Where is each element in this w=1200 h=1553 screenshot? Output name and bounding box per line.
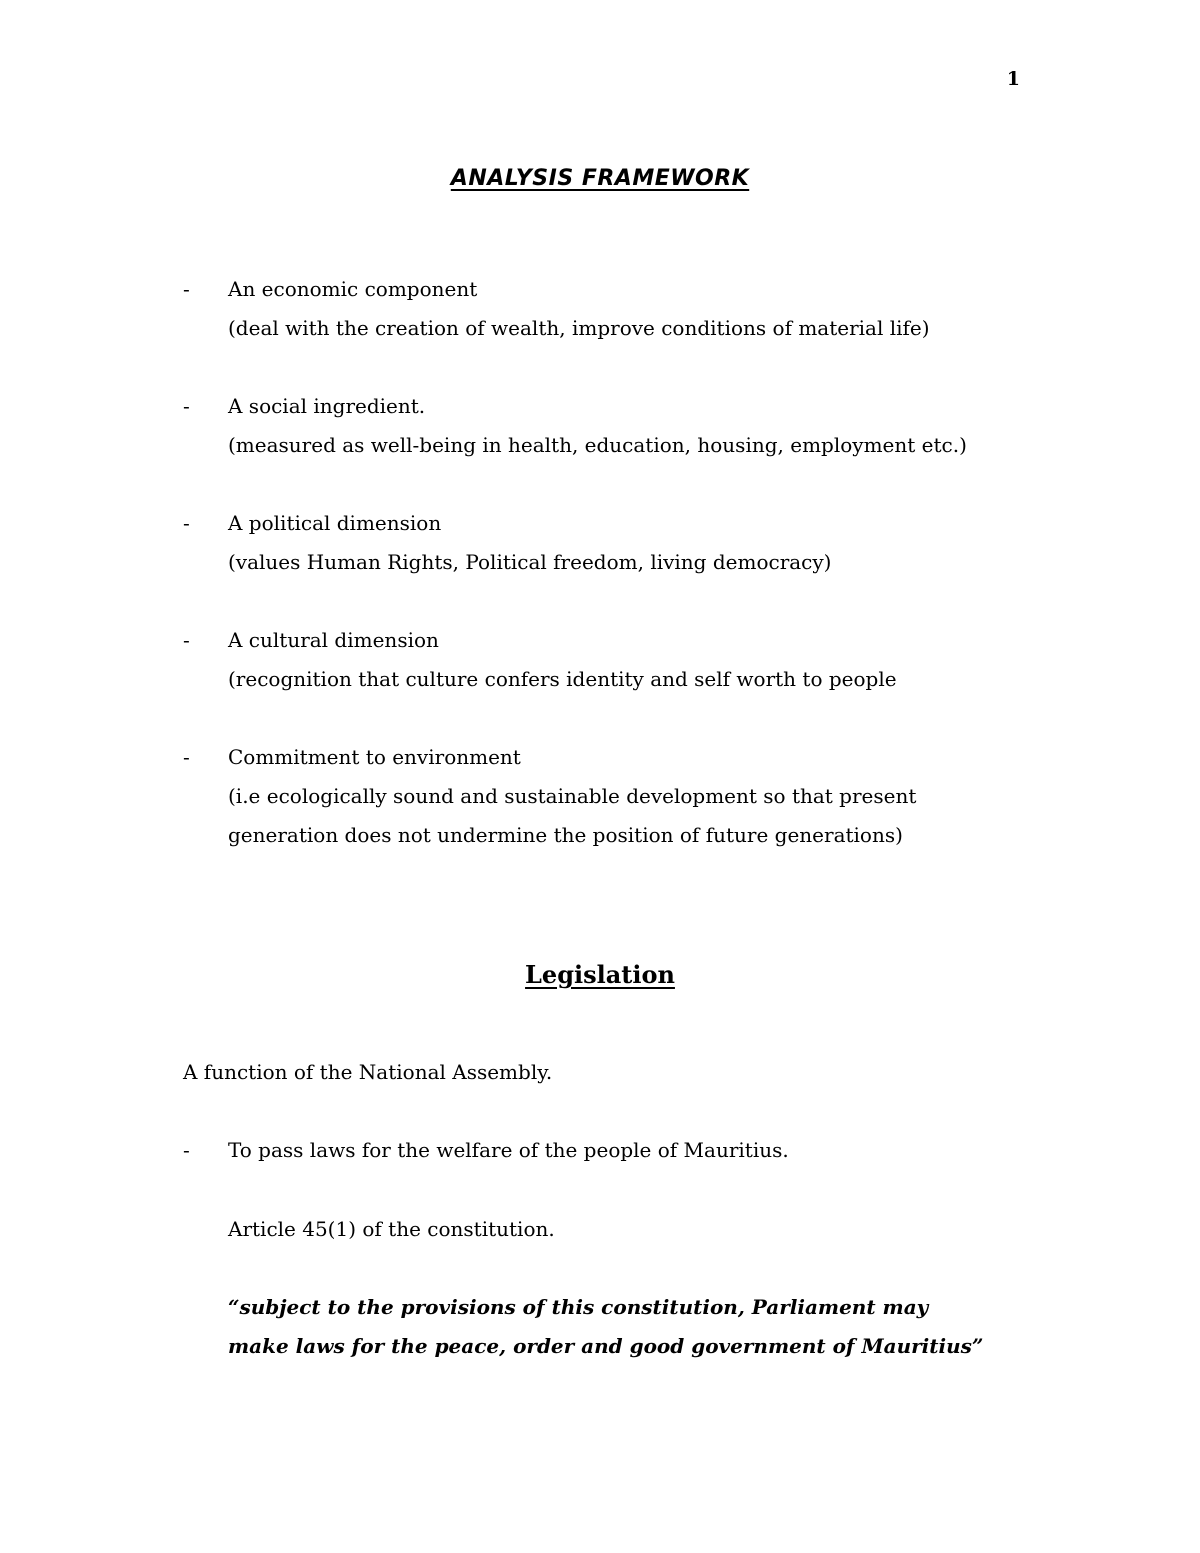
list-item-detail: (measured as well-being in health, education, housing, employment etc.) <box>228 433 967 457</box>
list-item-detail: (recognition that culture confers identity and self worth to people <box>228 667 897 691</box>
list-item-title: An economic component <box>228 277 478 301</box>
page-number: 1 <box>1006 68 1020 90</box>
list-item-detail: (values Human Rights, Political freedom, living democracy) <box>228 550 832 574</box>
heading-legislation: Legislation <box>525 960 675 989</box>
list-dash: - <box>183 277 190 301</box>
legislation-point: To pass laws for the welfare of the people of Mauritius. <box>228 1138 789 1162</box>
list-dash: - <box>183 394 190 418</box>
list-item-detail: generation does not undermine the position of future generations) <box>228 823 903 847</box>
list-item-title: A political dimension <box>228 511 442 535</box>
article-reference: Article 45(1) of the constitution. <box>228 1217 555 1241</box>
list-item-detail: (deal with the creation of wealth, improve conditions of material life) <box>228 316 930 340</box>
list-dash: - <box>183 1138 190 1162</box>
heading-analysis-framework: ANALYSIS FRAMEWORK <box>450 166 750 191</box>
list-item-title: A cultural dimension <box>228 628 439 652</box>
list-dash: - <box>183 511 190 535</box>
list-dash: - <box>183 628 190 652</box>
list-item-detail: (i.e ecologically sound and sustainable development so that present <box>228 784 917 808</box>
list-dash: - <box>183 745 190 769</box>
list-item-title: A social ingredient. <box>228 394 426 418</box>
constitution-quote-line: make laws for the peace, order and good government of Mauritius” <box>228 1334 984 1358</box>
legislation-intro: A function of the National Assembly. <box>183 1060 553 1084</box>
constitution-quote-line: “subject to the provisions of this constitution, Parliament may <box>228 1295 929 1319</box>
list-item-title: Commitment to environment <box>228 745 521 769</box>
